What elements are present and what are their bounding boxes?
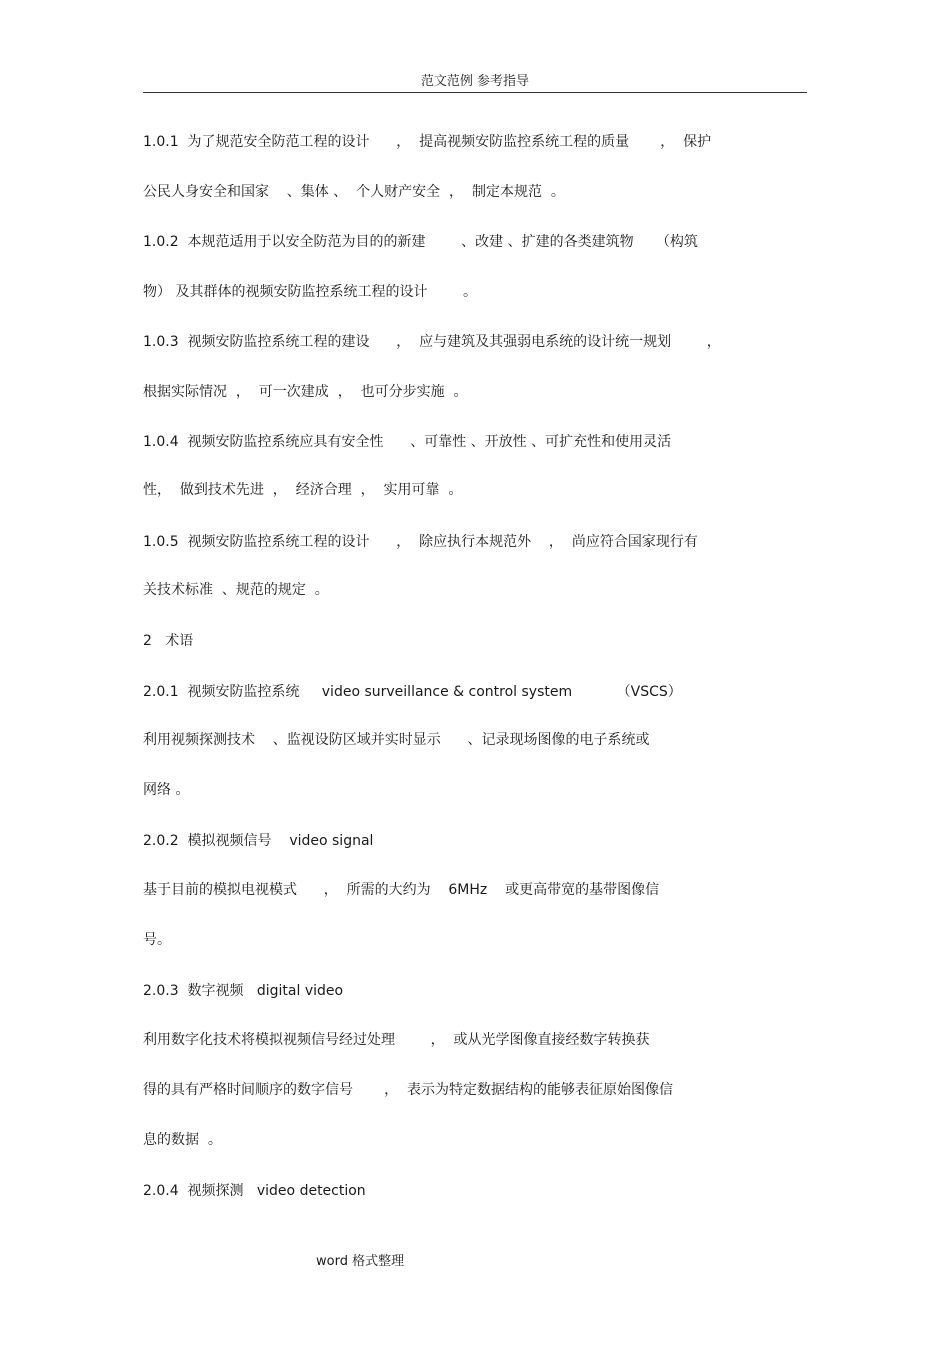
term-heading: 2.0.1 视频安防监控系统 video surveillance & control system （VSCS） xyxy=(143,684,682,700)
term-heading: 2.0.4 视频探测 video detection xyxy=(143,1183,366,1199)
text-line: 得的具有严格时间顺序的数字信号 ， 表示为特定数据结构的能够表征原始图像信 xyxy=(143,1082,674,1098)
header-text: 范文范例 参考指导 xyxy=(420,74,530,89)
text-line: 1.0.2 本规范适用于以安全防范为目的的新建 、改建 、扩建的各类建筑物 （构筑 xyxy=(143,234,698,250)
page-footer: word 格式整理 xyxy=(316,1254,405,1269)
text-line: 关技术标准 、规范的规定 。 xyxy=(143,582,329,598)
text-line: 利用视频探测技术 、监视设防区域并实时显示 、记录现场图像的电子系统或 xyxy=(143,732,650,748)
text-line: 利用数字化技术将模拟视频信号经过处理 ， 或从光学图像直接经数字转换获 xyxy=(143,1032,650,1048)
text-line: 根据实际情况 ， 可一次建成 ， 也可分步实施 。 xyxy=(143,384,468,400)
text-line: 性， 做到技术先进 ， 经济合理 ， 实用可靠 。 xyxy=(143,482,463,498)
term-heading: 2.0.2 模拟视频信号 video signal xyxy=(143,833,374,849)
text-line: 物） 及其群体的视频安防监控系统工程的设计 。 xyxy=(143,284,478,300)
text-line: 1.0.3 视频安防监控系统工程的建设 ， 应与建筑及其强弱电系统的设计统一规划 ， xyxy=(143,334,721,350)
text-line: 1.0.5 视频安防监控系统工程的设计 ， 除应执行本规范外 ， 尚应符合国家现行有 xyxy=(143,534,698,550)
text-line: 基于目前的模拟电视模式 ， 所需的大约为 6MHz 或更高带宽的基带图像信 xyxy=(143,882,660,898)
text-line: 1.0.1 为了规范安全防范工程的设计 ， 提高视频安防监控系统工程的质量 ， 保护 xyxy=(143,134,712,150)
text-line: 1.0.4 视频安防监控系统应具有安全性 、可靠性 、开放性 、可扩充性和使用灵活 xyxy=(143,434,672,450)
section-heading: 2 术语 xyxy=(143,633,194,649)
text-line: 息的数据 。 xyxy=(143,1132,222,1148)
term-heading: 2.0.3 数字视频 digital video xyxy=(143,983,344,999)
text-line: 号。 xyxy=(143,932,171,948)
text-line: 网络 。 xyxy=(143,782,190,798)
text-line: 公民人身安全和国家 、集体 、 个人财产安全 ， 制定本规范 。 xyxy=(143,184,565,200)
page-header xyxy=(143,68,807,93)
